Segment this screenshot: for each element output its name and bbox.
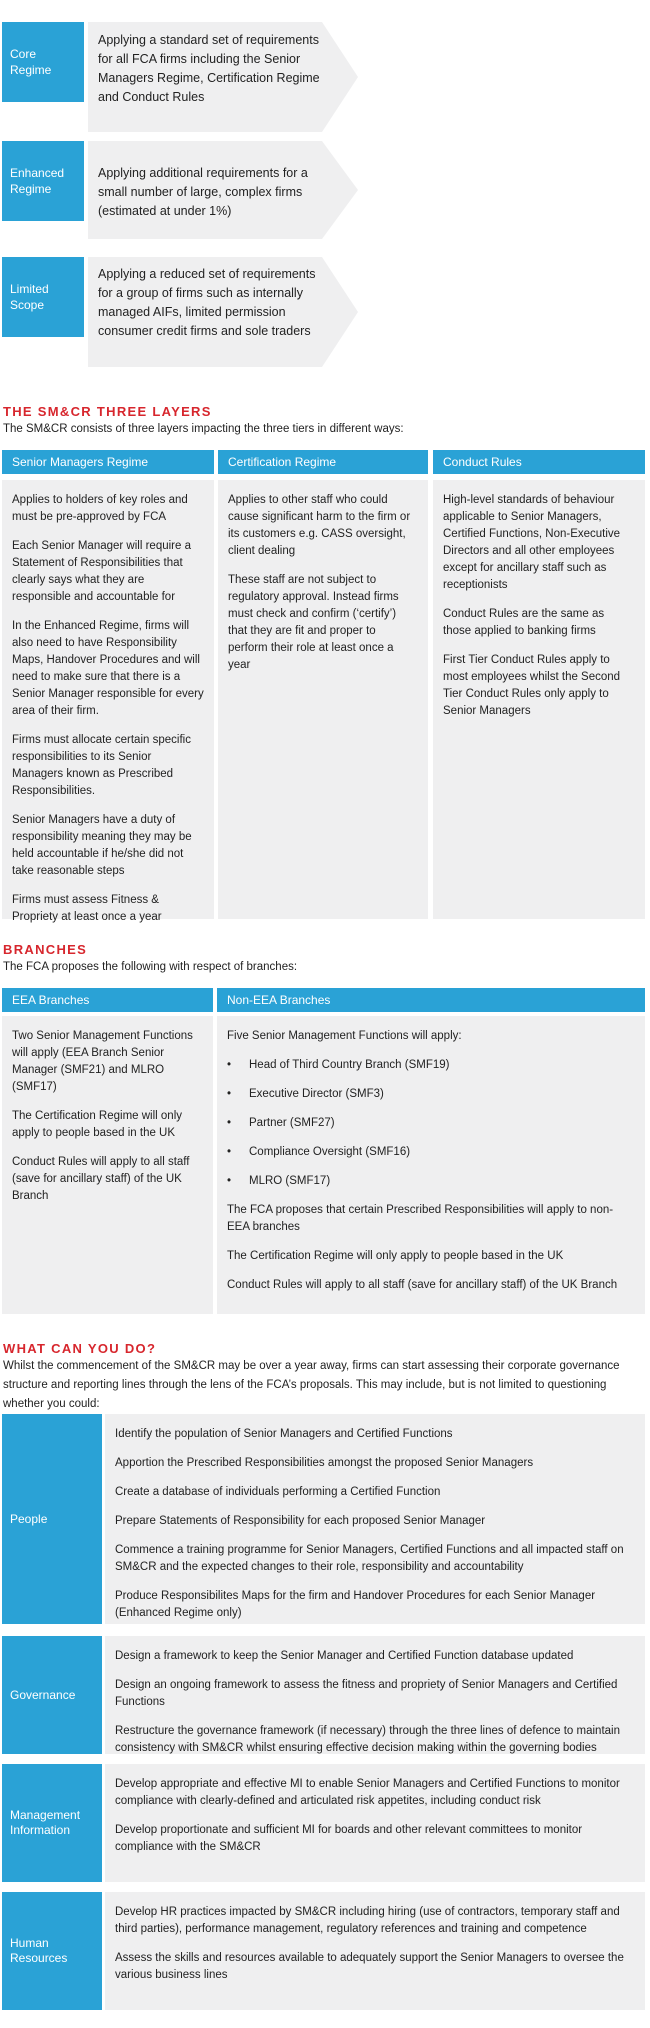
- list-item: Apportion the Prescribed Responsibilities amongst the proposed Senior Managers: [115, 1457, 534, 1469]
- list-item: [227, 1057, 635, 1074]
- tier-enhanced-label: [2, 141, 84, 221]
- list-item: Develop appropriate and effective MI to enable Senior Managers and Certified Functions to monitor compliance with clearly-defined and articulated risk appetites, including conduct risk: [115, 1778, 620, 1807]
- paragraph: Conduct Rules are the same as those applied to banking firms: [443, 608, 605, 637]
- tier-label-line: Scope: [10, 298, 45, 312]
- paragraph: These staff are not subject to regulatory approval. Instead firms must check and confirm (‘certify’) that they are fit and proper to perform their role at least once a year: [228, 574, 399, 671]
- paragraph: Senior Managers have a duty of responsibility meaning they may be held accountable if he/she did not take reasonable steps: [12, 814, 192, 877]
- tier-enhanced-text: Applying additional requirements for a small number of large, complex firms (estimated at under 1%): [98, 166, 308, 218]
- list-item: Assess the skills and resources available to adequately support the Senior Managers to oversee the various business lines: [115, 1952, 624, 1981]
- column-senior-managers: [2, 480, 214, 923]
- layers-intro: The SM&CR consists of three layers impacting the three tiers in different ways:: [3, 423, 404, 435]
- paragraph: Each Senior Manager will require a Statement of Responsibilities that clearly says what they are responsible and accountable for: [12, 540, 191, 603]
- list-item-text: Compliance Oversight (SMF16): [249, 1146, 411, 1158]
- list-item: Develop proportionate and sufficient MI for boards and other relevant committees to monitor compliance with the SM&CR: [115, 1824, 583, 1853]
- list-item: Identify the population of Senior Managers and Certified Functions: [115, 1428, 453, 1440]
- paragraph: Applies to other staff who could cause significant harm to the firm or its customers e.g. CASS oversight, client dealing: [228, 494, 411, 557]
- list-item: [227, 1173, 635, 1190]
- list-item-text: Executive Director (SMF3): [249, 1088, 384, 1100]
- tier-label-line: Regime: [10, 182, 52, 196]
- bullet-icon: •: [227, 1059, 232, 1071]
- tier-label-line: Regime: [10, 63, 52, 77]
- column-heading-conduct-rules: Conduct Rules: [433, 450, 645, 474]
- paragraph: In the Enhanced Regime, firms will also need to have Responsibility Maps, Handover Procedures and will need to make sure that there is a Senior Manager responsible for every area of their firm.: [12, 620, 204, 717]
- layers-title: THE SM&CR THREE LAYERS: [3, 404, 212, 419]
- paragraph: Conduct Rules will apply to all staff (save for ancillary staff) of the UK Branch: [227, 1279, 618, 1291]
- paragraph: Five Senior Management Functions will apply:: [227, 1030, 462, 1042]
- tier-limited-text: Applying a reduced set of requirements for a group of firms such as internally managed AIFs, limited permission consumer credit firms and sole traders: [98, 267, 316, 338]
- paragraph: High-level standards of behaviour applicable to Senior Managers, Certified Functions, Non-Executive Directors and all other employees except for ancillary staff such as receptionists: [443, 494, 621, 591]
- column-heading-certification: Certification Regime: [218, 450, 428, 474]
- column-heading-eea: EEA Branches: [2, 988, 213, 1012]
- tier-label-line: Core: [10, 47, 37, 61]
- action-group-label-people: [2, 1414, 102, 1624]
- action-group-management-information: [105, 1764, 645, 1882]
- list-item: [227, 1086, 635, 1103]
- label-line: Resources: [10, 1951, 68, 1965]
- action-group-governance: [105, 1636, 645, 1754]
- paragraph: Firms must assess Fitness & Propriety at least once a year: [12, 894, 162, 923]
- branches-intro: The FCA proposes the following with respect of branches:: [3, 961, 298, 973]
- list-item: Create a database of individuals performing a Certified Function: [115, 1486, 441, 1498]
- action-group-label-governance: [2, 1636, 102, 1754]
- branches-title: BRANCHES: [3, 942, 88, 957]
- tier-label-line: Enhanced: [10, 166, 65, 180]
- column-eea: [2, 1016, 213, 1314]
- tier-core-label: [2, 22, 84, 102]
- bullet-list: [227, 1057, 635, 1190]
- actions-intro: Whilst the commencement of the SM&CR may be over a year away, firms can start assessing their corporate governance structure and reporting lines through the lens of the FCA’s proposals. This may include, but is not limited to questioning whether you could:: [3, 1360, 620, 1410]
- list-item: [227, 1144, 635, 1161]
- list-item-text: Partner (SMF27): [249, 1117, 335, 1129]
- bullet-icon: •: [227, 1175, 232, 1187]
- list-item: Commence a training programme for Senior Managers, Certified Functions and all impacted staff on SM&CR and the expected changes to their role, responsibility and accountability: [115, 1544, 624, 1573]
- paragraph: The FCA proposes that certain Prescribed Responsibilities will apply to non-EEA branches: [227, 1204, 614, 1233]
- list-item: [227, 1115, 635, 1132]
- tier-label-line: Limited: [10, 282, 49, 296]
- paragraph: The Certification Regime will only apply to people based in the UK: [227, 1250, 564, 1262]
- action-group-people: [105, 1414, 645, 1624]
- column-non-eea: [217, 1016, 645, 1314]
- column-heading-non-eea: Non-EEA Branches: [217, 988, 645, 1012]
- action-group-label-management-information: [2, 1764, 102, 1882]
- list-item: Design an ongoing framework to assess the fitness and propriety of Senior Managers and Certified Functions: [115, 1679, 618, 1708]
- bullet-icon: •: [227, 1088, 232, 1100]
- list-item: Restructure the governance framework (if necessary) through the three lines of defence to maintain consistency with SM&CR whilst ensuring effective decision making within the governing bodies: [115, 1725, 620, 1754]
- label-line: Governance: [10, 1687, 76, 1702]
- paragraph: Two Senior Management Functions will apply (EEA Branch Senior Manager (SMF21) and MLRO (SMF17): [12, 1030, 193, 1093]
- paragraph: First Tier Conduct Rules apply to most employees whilst the Second Tier Conduct Rules only apply to Senior Managers: [443, 654, 621, 717]
- label-line: Human: [10, 1936, 49, 1950]
- action-group-label-human-resources: [2, 1892, 102, 2010]
- paragraph: The Certification Regime will only apply to people based in the UK: [12, 1110, 183, 1139]
- actions-title: WHAT CAN YOU DO?: [3, 1341, 157, 1356]
- list-item: Produce Responsibilites Maps for the firm and Handover Procedures for each Senior Manager (Enhanced Regime only): [115, 1590, 596, 1619]
- list-item-text: MLRO (SMF17): [249, 1175, 331, 1187]
- paragraph: Conduct Rules will apply to all staff (save for ancillary staff) of the UK Branch: [12, 1156, 190, 1202]
- label-line: People: [10, 1511, 48, 1526]
- list-item: Design a framework to keep the Senior Manager and Certified Function database updated: [115, 1650, 574, 1662]
- column-certification: [218, 480, 428, 919]
- column-heading-senior-managers: Senior Managers Regime: [2, 450, 214, 474]
- bullet-icon: •: [227, 1146, 232, 1158]
- tier-core-text: Applying a standard set of requirements for all FCA firms including the Senior Managers Regime, Certification Regime and Conduct Rules: [98, 33, 320, 104]
- label-line: Management: [10, 1808, 81, 1822]
- column-conduct-rules: [433, 480, 645, 919]
- list-item: Develop HR practices impacted by SM&CR including hiring (use of contractors, temporary staff and third parties), performance management, regulatory references and training and competence: [115, 1906, 620, 1935]
- bullet-icon: •: [227, 1117, 232, 1129]
- list-item: Prepare Statements of Responsibility for each proposed Senior Manager: [115, 1515, 486, 1527]
- paragraph: Applies to holders of key roles and must be pre-approved by FCA: [12, 494, 188, 523]
- action-group-human-resources: [105, 1892, 645, 2010]
- paragraph: Firms must allocate certain specific responsibilities to its Senior Managers known as Prescribed Responsibilities.: [12, 734, 191, 797]
- list-item-text: Head of Third Country Branch (SMF19): [249, 1059, 450, 1071]
- tier-limited-label: [2, 257, 84, 337]
- label-line: Information: [10, 1823, 71, 1837]
